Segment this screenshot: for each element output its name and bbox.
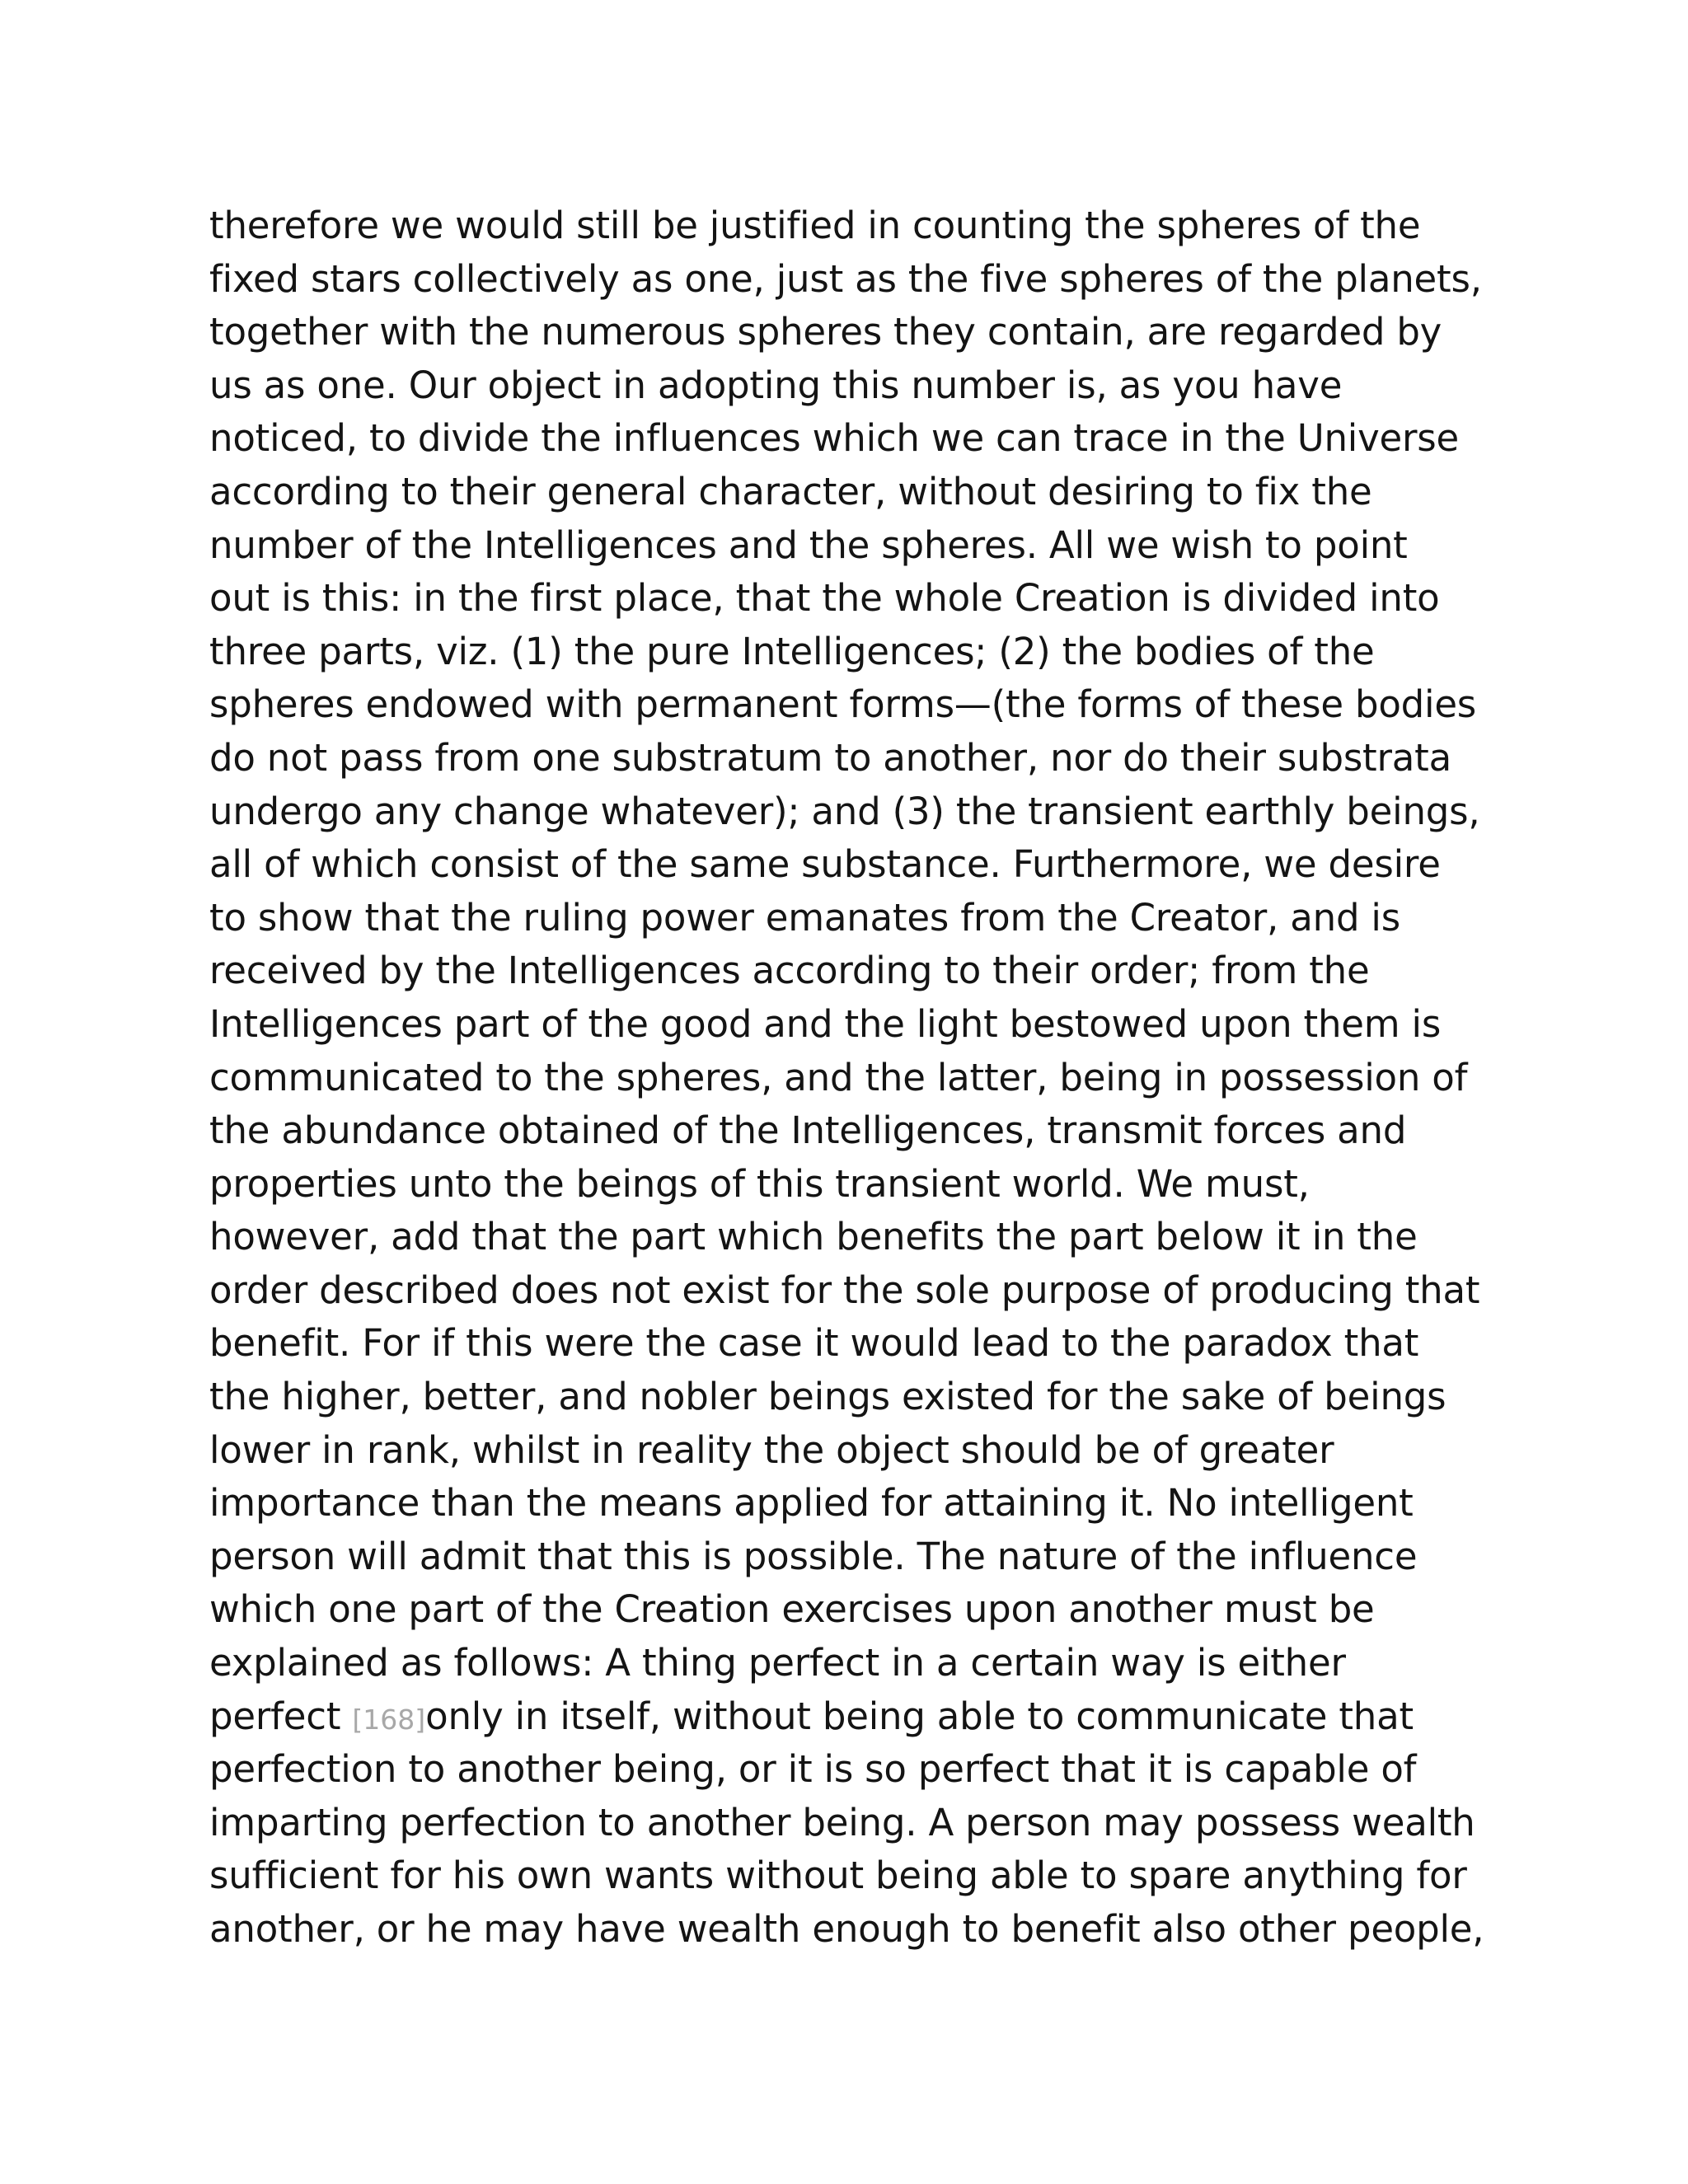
text-line: received by the Intelligences according to their order; from the bbox=[209, 949, 1370, 993]
page-body bbox=[209, 199, 1495, 1957]
text-line: us as one. Our object in adopting this number is, as you have bbox=[209, 363, 1343, 407]
text-line: however, add that the part which benefits the part below it in the bbox=[209, 1215, 1418, 1259]
text-line: number of the Intelligences and the spheres. All we wish to point bbox=[209, 523, 1408, 567]
text-line: do not pass from one substratum to another, nor do their substrata bbox=[209, 735, 1452, 780]
text-line: the higher, better, and nobler beings existed for the sake of beings bbox=[209, 1375, 1447, 1419]
text-line: Intelligences part of the good and the light bestowed upon them is bbox=[209, 1001, 1442, 1046]
text-line: therefore we would still be justified in counting the spheres of the bbox=[209, 204, 1421, 247]
text-line: order described does not exist for the sole purpose of producing that bbox=[209, 1268, 1480, 1312]
text-segment: perfect bbox=[209, 1694, 353, 1738]
text-line: according to their general character, without desiring to fix the bbox=[209, 469, 1372, 513]
text-line: together with the numerous spheres they contain, are regarded by bbox=[209, 310, 1442, 354]
text-line: the abundance obtained of the Intelligences, transmit forces and bbox=[209, 1108, 1407, 1153]
text-line: out is this: in the first place, that the whole Creation is divided into bbox=[209, 576, 1440, 621]
text-line: person will admit that this is possible. The nature of the influence bbox=[209, 1534, 1418, 1578]
text-line: properties unto the beings of this transient world. We must, bbox=[209, 1161, 1310, 1206]
text-segment: only in itself, without being able to communicate that bbox=[425, 1694, 1414, 1738]
text-line: importance than the means applied for attaining it. No intelligent bbox=[209, 1481, 1414, 1526]
text-line: sufficient for his own wants without being able to spare anything for bbox=[209, 1854, 1467, 1898]
text-line: spheres endowed with permanent forms—(the forms of these bodies bbox=[209, 682, 1477, 727]
text-line: to show that the ruling power emanates from the Creator, and is bbox=[209, 895, 1400, 940]
text-line: fixed stars collectively as one, just as the five spheres of the planets, bbox=[209, 256, 1482, 301]
text-line: which one part of the Creation exercises upon another must be bbox=[209, 1587, 1375, 1632]
text-line: noticed, to divide the influences which we can trace in the Universe bbox=[209, 416, 1460, 461]
text-line-with-page-marker bbox=[209, 1690, 1495, 1744]
text-line: lower in rank, whilst in reality the object should be of greater bbox=[209, 1427, 1334, 1472]
text-line: another, or he may have wealth enough to benefit also other people, bbox=[209, 1907, 1484, 1951]
text-line: undergo any change whatever); and (3) the transient earthly beings, bbox=[209, 789, 1480, 833]
page-number-marker: [168] bbox=[352, 1703, 426, 1736]
text-line: perfection to another being, or it is so perfect that it is capable of bbox=[209, 1747, 1417, 1792]
text-line: all of which consist of the same substance. Furthermore, we desire bbox=[209, 842, 1441, 887]
text-line: benefit. For if this were the case it would lead to the paradox that bbox=[209, 1321, 1419, 1366]
text-line: communicated to the spheres, and the latter, being in possession of bbox=[209, 1055, 1468, 1099]
text-line: three parts, viz. (1) the pure Intelligences; (2) the bodies of the bbox=[209, 629, 1375, 673]
text-line: explained as follows: A thing perfect in a certain way is either bbox=[209, 1641, 1346, 1685]
text-line: imparting perfection to another being. A person may possess wealth bbox=[209, 1800, 1475, 1844]
